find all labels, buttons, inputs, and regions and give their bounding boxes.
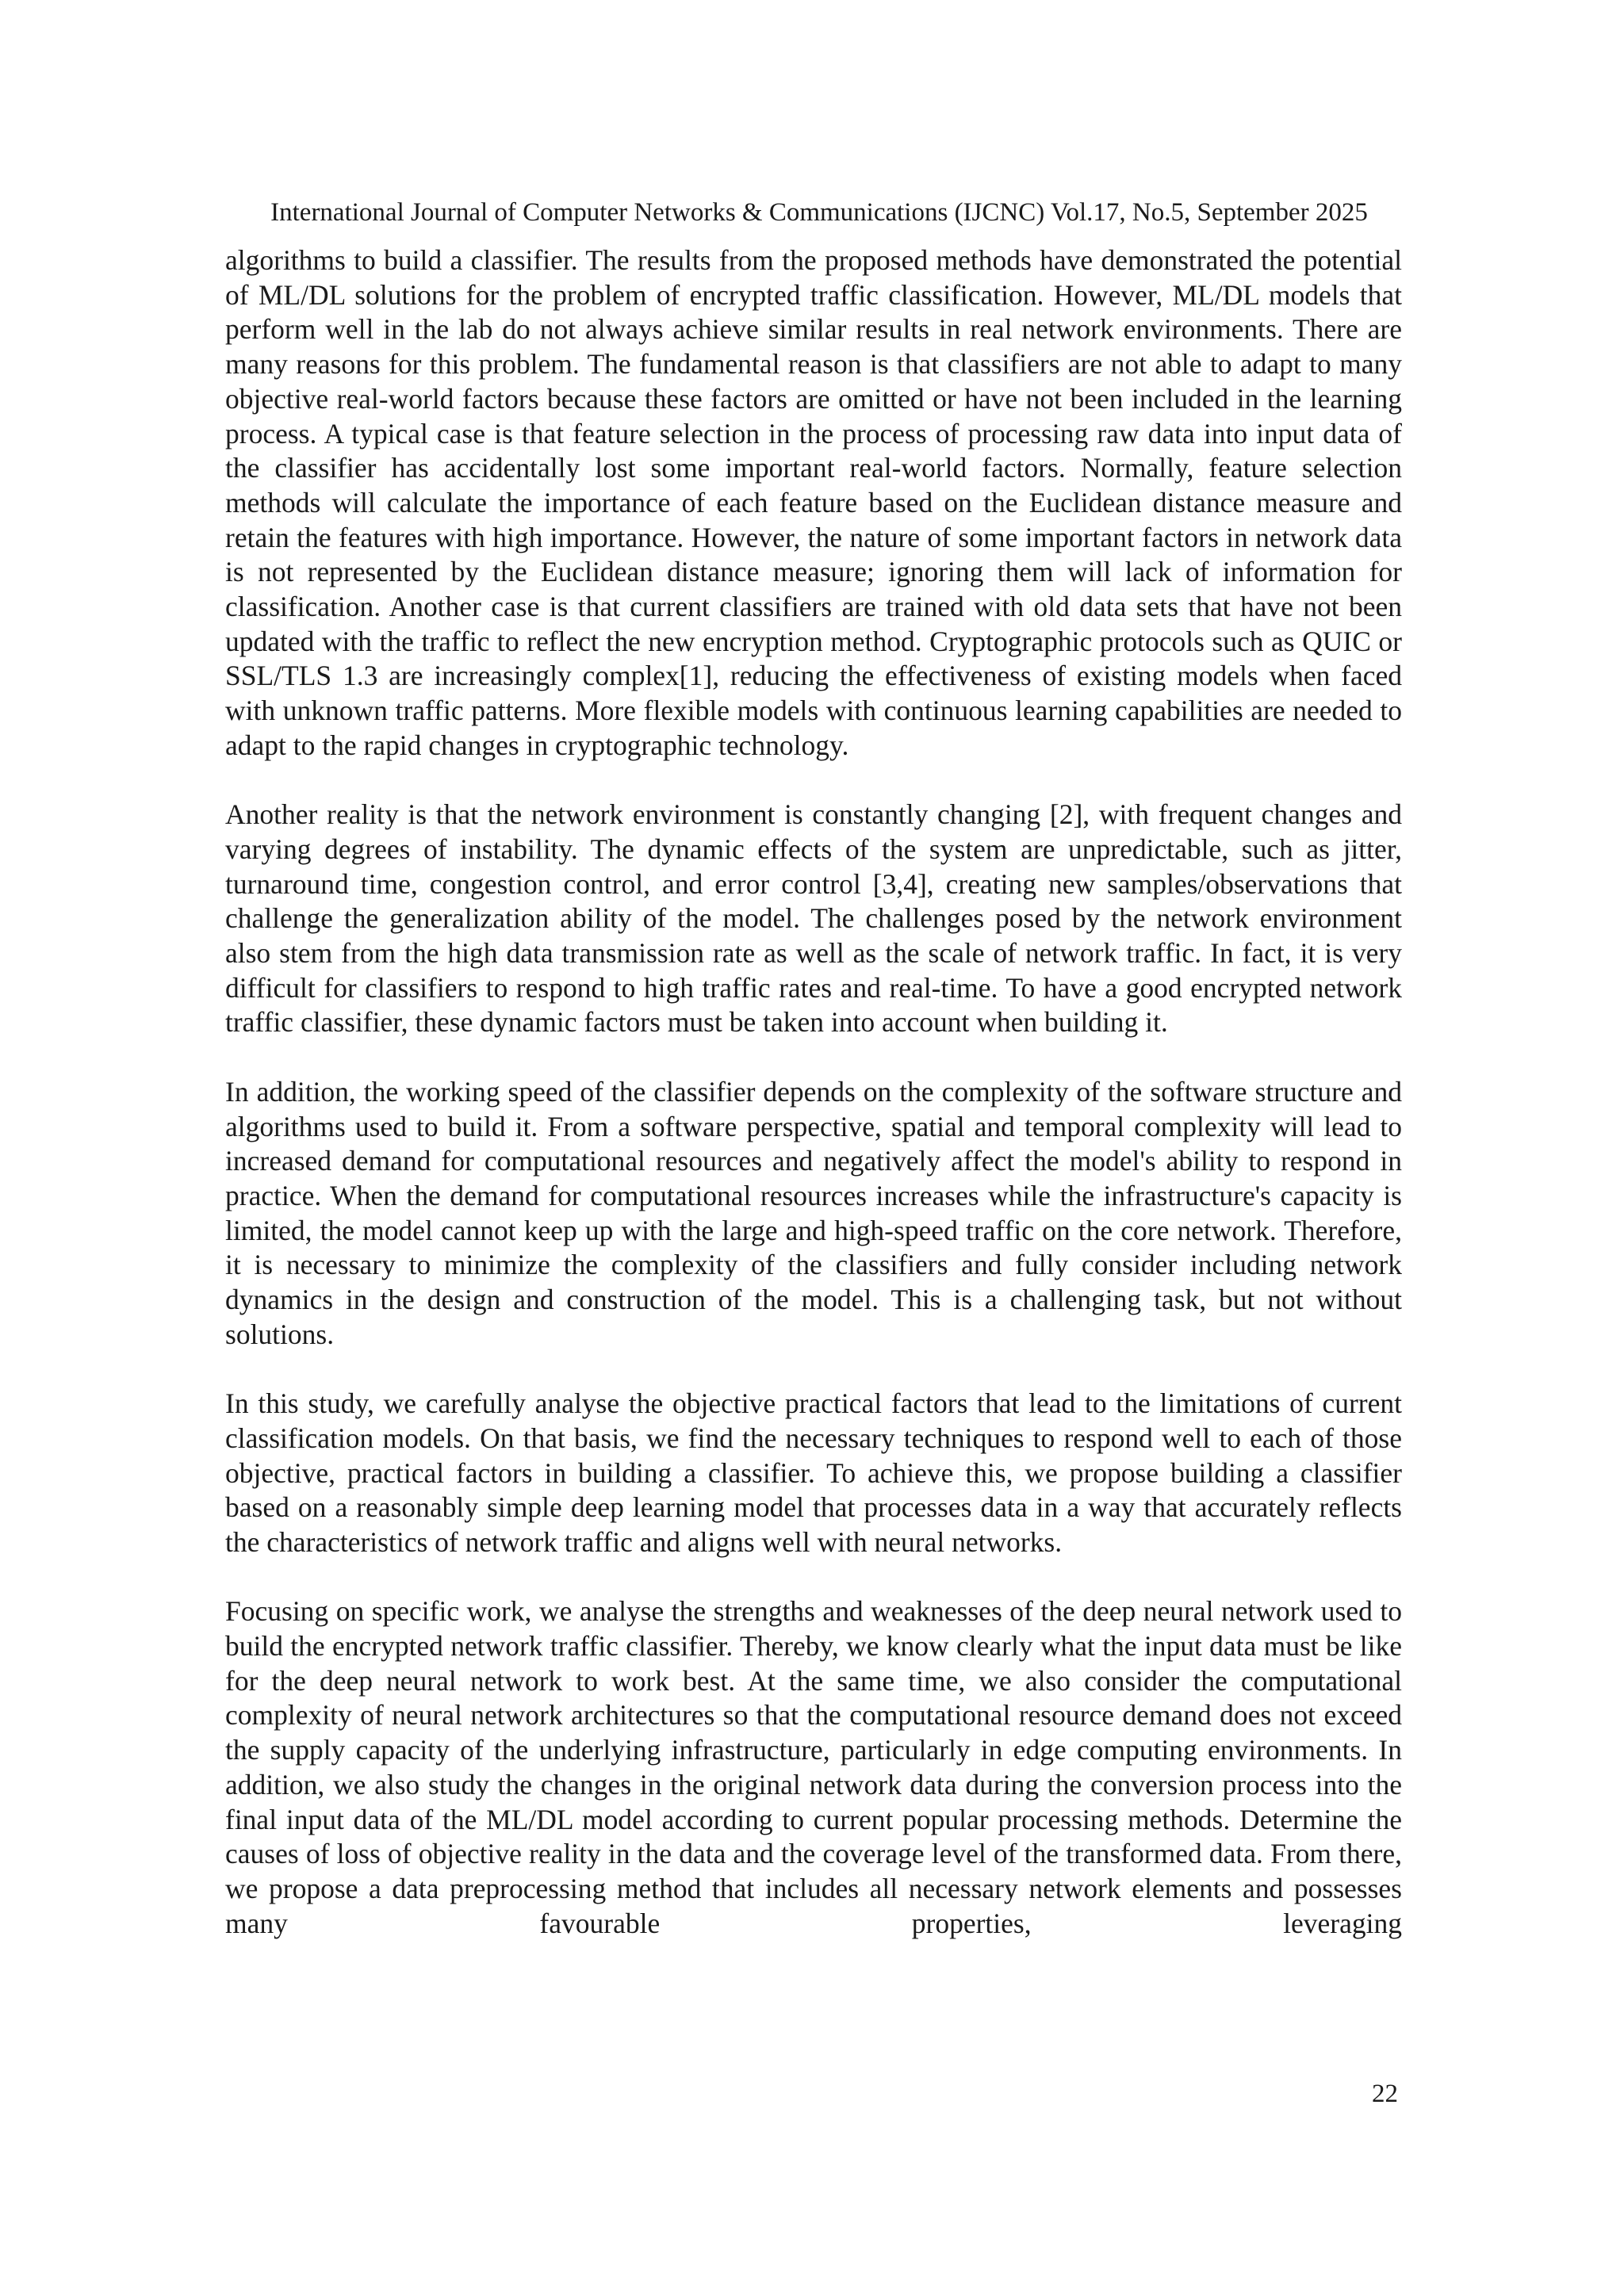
body-text [225, 243, 1402, 1941]
paragraph-3: In addition, the working speed of the classifier depends on the complexity of the software structure and algorithms used to build it. From a software perspective, spatial and temporal complexity will lead to increased demand for computational resources and negatively affect the model's ability to respond in practice. When the demand for computational resources increases while the infrastructure's capacity is limited, the model cannot keep up with the large and high-speed traffic on the core network. Therefore, it is necessary to minimize the complexity of the classifiers and fully consider including network dynamics in the design and construction of the model. This is a challenging task, but not without solutions. [225, 1075, 1402, 1350]
paragraph-1: algorithms to build a classifier. The results from the proposed methods have demonstrated the potential of ML/DL solutions for the problem of encrypted traffic classification. However, ML/DL models that perform well in the lab do not always achieve similar results in real network environments. There are many reasons for this problem. The fundamental reason is that classifiers are not able to adapt to many objective real-world factors because these factors are omitted or have not been included in the learning process. A typical case is that feature selection in the process of processing raw data into input data of the classifier has accidentally lost some important real-world factors. Normally, feature selection methods will calculate the importance of each feature based on the Euclidean distance measure and retain the features with high importance. However, the nature of some important factors in network data is not represented by the Euclidean distance measure; ignoring them will lack of information for classification. Another case is that current classifiers are trained with old data sets that have not been updated with the traffic to reflect the new encryption method. Cryptographic protocols such as QUIC or SSL/TLS 1.3 are increasingly complex[1], reducing the effectiveness of existing models when faced with unknown traffic patterns. More flexible models with continuous learning capabilities are needed to adapt to the rapid changes in cryptographic technology. [225, 244, 1402, 761]
running-header: International Journal of Computer Networks & Communications (IJCNC) Vol.17, No.5, September 2025 [270, 198, 1368, 227]
paragraph-4: In this study, we carefully analyse the objective practical factors that lead to the limitations of current classification models. On that basis, we find the necessary techniques to respond well to each of those objective, practical factors in building a classifier. To achieve this, we propose building a classifier based on a reasonably simple deep learning model that processes data in a way that accurately reflects the characteristics of network traffic and aligns well with neural networks. [225, 1387, 1402, 1558]
paragraph-5: Focusing on specific work, we analyse the strengths and weaknesses of the deep neural network used to build the encrypted network traffic classifier. Thereby, we know clearly what the input data must be like for the deep neural network to work best. At the same time, we also consider the computational complexity of neural network architectures so that the computational resource demand does not exceed the supply capacity of the underlying infrastructure, particularly in edge computing environments. In addition, we also study the changes in the original network data during the conversion process into the final input data of the ML/DL model according to current popular processing methods. Determine the causes of loss of objective reality in the data and the coverage level of the transformed data. From there, we propose a data preprocessing method that includes all necessary network elements and possesses many favourable properties, leveraging [225, 1595, 1402, 1939]
paragraph-2: Another reality is that the network environment is constantly changing [2], with frequent changes and varying degrees of instability. The dynamic effects of the system are unpredictable, such as jitter, turnaround time, congestion control, and error control [3,4], creating new samples/observations that challenge the generalization ability of the model. The challenges posed by the network environment also stem from the high data transmission rate as well as the scale of network traffic. In fact, it is very difficult for classifiers to respond to high traffic rates and real-time. To have a good encrypted network traffic classifier, these dynamic factors must be taken into account when building it. [225, 798, 1402, 1039]
page-number: 22 [1372, 2080, 1398, 2108]
